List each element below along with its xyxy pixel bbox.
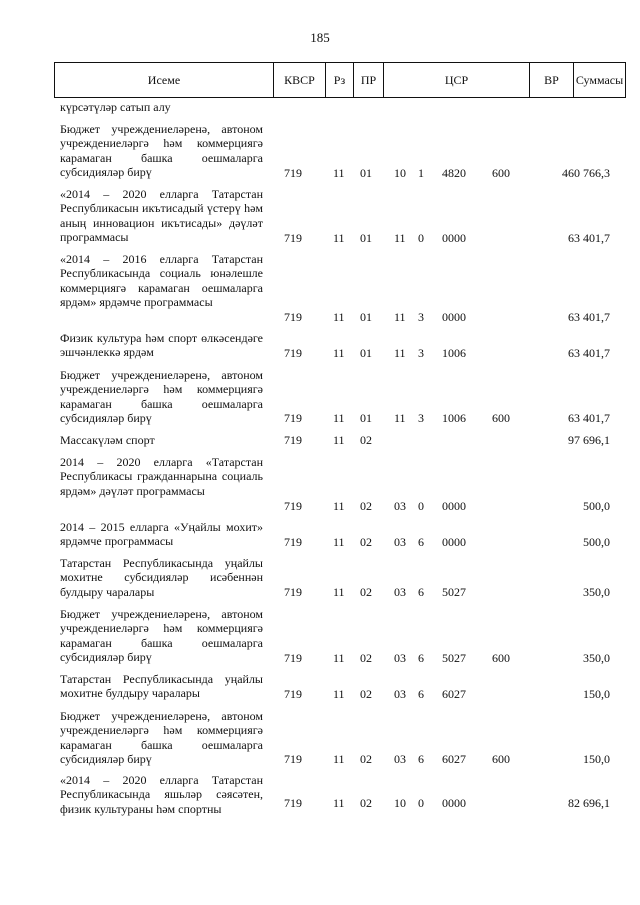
table-row [0,331,640,360]
pr-cell: 01 [360,310,372,324]
row-name: «2014 – 2020 елларга Татарстан Республикасын икътисадый үстерү һәм аның инновацион икътисады» дәүләт программасы [60,187,263,244]
row-name: Бюджет учреждениеләренә, автоном учреждениеләргә һәм коммерциягә карамаган башка оешмаларга субсидияләр бирү [60,122,263,179]
csr-code-cell: 0000 [442,499,466,513]
kvsr-cell: 719 [284,166,302,180]
row-name: Массакүләм спорт [60,433,155,447]
csr-subprogram-cell: 0 [418,231,424,245]
row-name: «2014 – 2016 елларга Татарстан Республикасында социаль юнәлешле коммерциягә карамаган оешмаларга ярдәм» ярдәмче программасы [60,252,263,309]
rz-cell: 11 [333,499,345,513]
table-row [0,100,640,114]
csr-subprogram-cell: 6 [418,535,424,549]
rz-cell: 11 [333,310,345,324]
kvsr-cell: 719 [284,796,302,810]
header-vr: ВР [529,63,573,97]
sum-cell: 82 696,1 [568,796,610,810]
table-row [0,773,640,816]
sum-cell: 460 766,3 [562,166,610,180]
csr-code-cell: 1006 [442,411,466,425]
csr-code-cell: 0000 [442,535,466,549]
csr-subprogram-cell: 0 [418,499,424,513]
rz-cell: 11 [333,651,345,665]
csr-program-cell: 03 [394,585,406,599]
vr-cell: 600 [492,651,510,665]
header-kvsr: КВСР [273,63,325,97]
table-row [0,455,640,513]
rz-cell: 11 [333,433,345,447]
pr-cell: 02 [360,585,372,599]
csr-program-cell: 10 [394,796,406,810]
csr-code-cell: 0000 [442,796,466,810]
csr-code-cell: 4820 [442,166,466,180]
row-name: «2014 – 2020 елларга Татарстан Республикасында яшьләр сәясәтен, физик культураны һәм спортны [60,773,263,816]
sum-cell: 150,0 [583,752,610,766]
sum-cell: 63 401,7 [568,310,610,324]
pr-cell: 02 [360,796,372,810]
table-row [0,252,640,324]
sum-cell: 63 401,7 [568,231,610,245]
table-row [0,709,640,767]
csr-code-cell: 1006 [442,346,466,360]
rz-cell: 11 [333,796,345,810]
sum-cell: 150,0 [583,687,610,701]
table-row [0,433,640,448]
row-name: 2014 – 2020 елларга «Татарстан Республикасы гражданнарына социаль ярдәм» дәүләт программасы [60,455,263,498]
sum-cell: 500,0 [583,499,610,513]
row-name: Татарстан Республикасында уңайлы мохитне субсидияләр исәбеннән булдыру чаралары [60,556,263,599]
header-sum: Суммасы [573,63,625,97]
csr-subprogram-cell: 0 [418,796,424,810]
pr-cell: 02 [360,752,372,766]
table-row [0,368,640,426]
kvsr-cell: 719 [284,687,302,701]
page-number: 185 [310,30,330,45]
rz-cell: 11 [333,231,345,245]
csr-program-cell: 11 [394,411,406,425]
kvsr-cell: 719 [284,346,302,360]
rz-cell: 11 [333,346,345,360]
row-name: Татарстан Республикасында уңайлы мохитне булдыру чаралары [60,672,263,701]
csr-subprogram-cell: 3 [418,411,424,425]
rz-cell: 11 [333,535,345,549]
csr-code-cell: 5027 [442,585,466,599]
table-row [0,122,640,180]
vr-cell: 600 [492,411,510,425]
rz-cell: 11 [333,585,345,599]
row-name: Бюджет учреждениеләренә, автоном учреждениеләргә һәм коммерциягә карамаган башка оешмаларга субсидияләр бирү [60,607,263,664]
row-name: Физик культура һәм спорт өлкәсендәге эшчәнлеккә ярдәм [60,331,263,360]
rz-cell: 11 [333,411,345,425]
pr-cell: 02 [360,687,372,701]
kvsr-cell: 719 [284,310,302,324]
row-name: Бюджет учреждениеләренә, автоном учреждениеләргә һәм коммерциягә карамаган башка оешмаларга субсидияләр бирү [60,368,263,425]
kvsr-cell: 719 [284,499,302,513]
csr-program-cell: 11 [394,310,406,324]
kvsr-cell: 719 [284,752,302,766]
sum-cell: 500,0 [583,535,610,549]
rz-cell: 11 [333,166,345,180]
row-name: Бюджет учреждениеләренә, автоном учреждениеләргә һәм коммерциягә карамаган башка оешмаларга субсидияләр бирү [60,709,263,766]
row-name: күрсәтүләр сатып алу [60,100,171,114]
header-rz: Рз [325,63,353,97]
csr-program-cell: 03 [394,752,406,766]
pr-cell: 01 [360,166,372,180]
csr-subprogram-cell: 6 [418,585,424,599]
csr-subprogram-cell: 1 [418,166,424,180]
sum-cell: 350,0 [583,651,610,665]
vr-cell: 600 [492,166,510,180]
sum-cell: 63 401,7 [568,346,610,360]
pr-cell: 02 [360,499,372,513]
header-csr: ЦСР [383,63,529,97]
csr-code-cell: 6027 [442,687,466,701]
csr-program-cell: 10 [394,166,406,180]
table-row [0,187,640,245]
pr-cell: 02 [360,433,372,447]
pr-cell: 02 [360,651,372,665]
kvsr-cell: 719 [284,411,302,425]
csr-subprogram-cell: 6 [418,651,424,665]
pr-cell: 02 [360,535,372,549]
kvsr-cell: 719 [284,433,302,447]
table-row [0,556,640,599]
kvsr-cell: 719 [284,231,302,245]
vr-cell: 600 [492,752,510,766]
kvsr-cell: 719 [284,535,302,549]
csr-code-cell: 6027 [442,752,466,766]
table-row [0,672,640,701]
csr-program-cell: 11 [394,231,406,245]
csr-subprogram-cell: 6 [418,687,424,701]
sum-cell: 97 696,1 [568,433,610,447]
pr-cell: 01 [360,231,372,245]
csr-code-cell: 5027 [442,651,466,665]
csr-program-cell: 03 [394,535,406,549]
csr-code-cell: 0000 [442,310,466,324]
pr-cell: 01 [360,346,372,360]
table-row [0,520,640,549]
table-row [0,607,640,665]
table-header [54,62,626,98]
pr-cell: 01 [360,411,372,425]
header-name: Исеме [147,72,181,87]
csr-program-cell: 03 [394,651,406,665]
csr-subprogram-cell: 3 [418,310,424,324]
sum-cell: 350,0 [583,585,610,599]
csr-subprogram-cell: 6 [418,752,424,766]
header-pr: ПР [353,63,383,97]
csr-program-cell: 03 [394,687,406,701]
kvsr-cell: 719 [284,651,302,665]
kvsr-cell: 719 [284,585,302,599]
csr-subprogram-cell: 3 [418,346,424,360]
csr-program-cell: 03 [394,499,406,513]
csr-code-cell: 0000 [442,231,466,245]
rz-cell: 11 [333,752,345,766]
row-name: 2014 – 2015 елларга «Уңайлы мохит» ярдәмче программасы [60,520,263,549]
rz-cell: 11 [333,687,345,701]
csr-program-cell: 11 [394,346,406,360]
sum-cell: 63 401,7 [568,411,610,425]
